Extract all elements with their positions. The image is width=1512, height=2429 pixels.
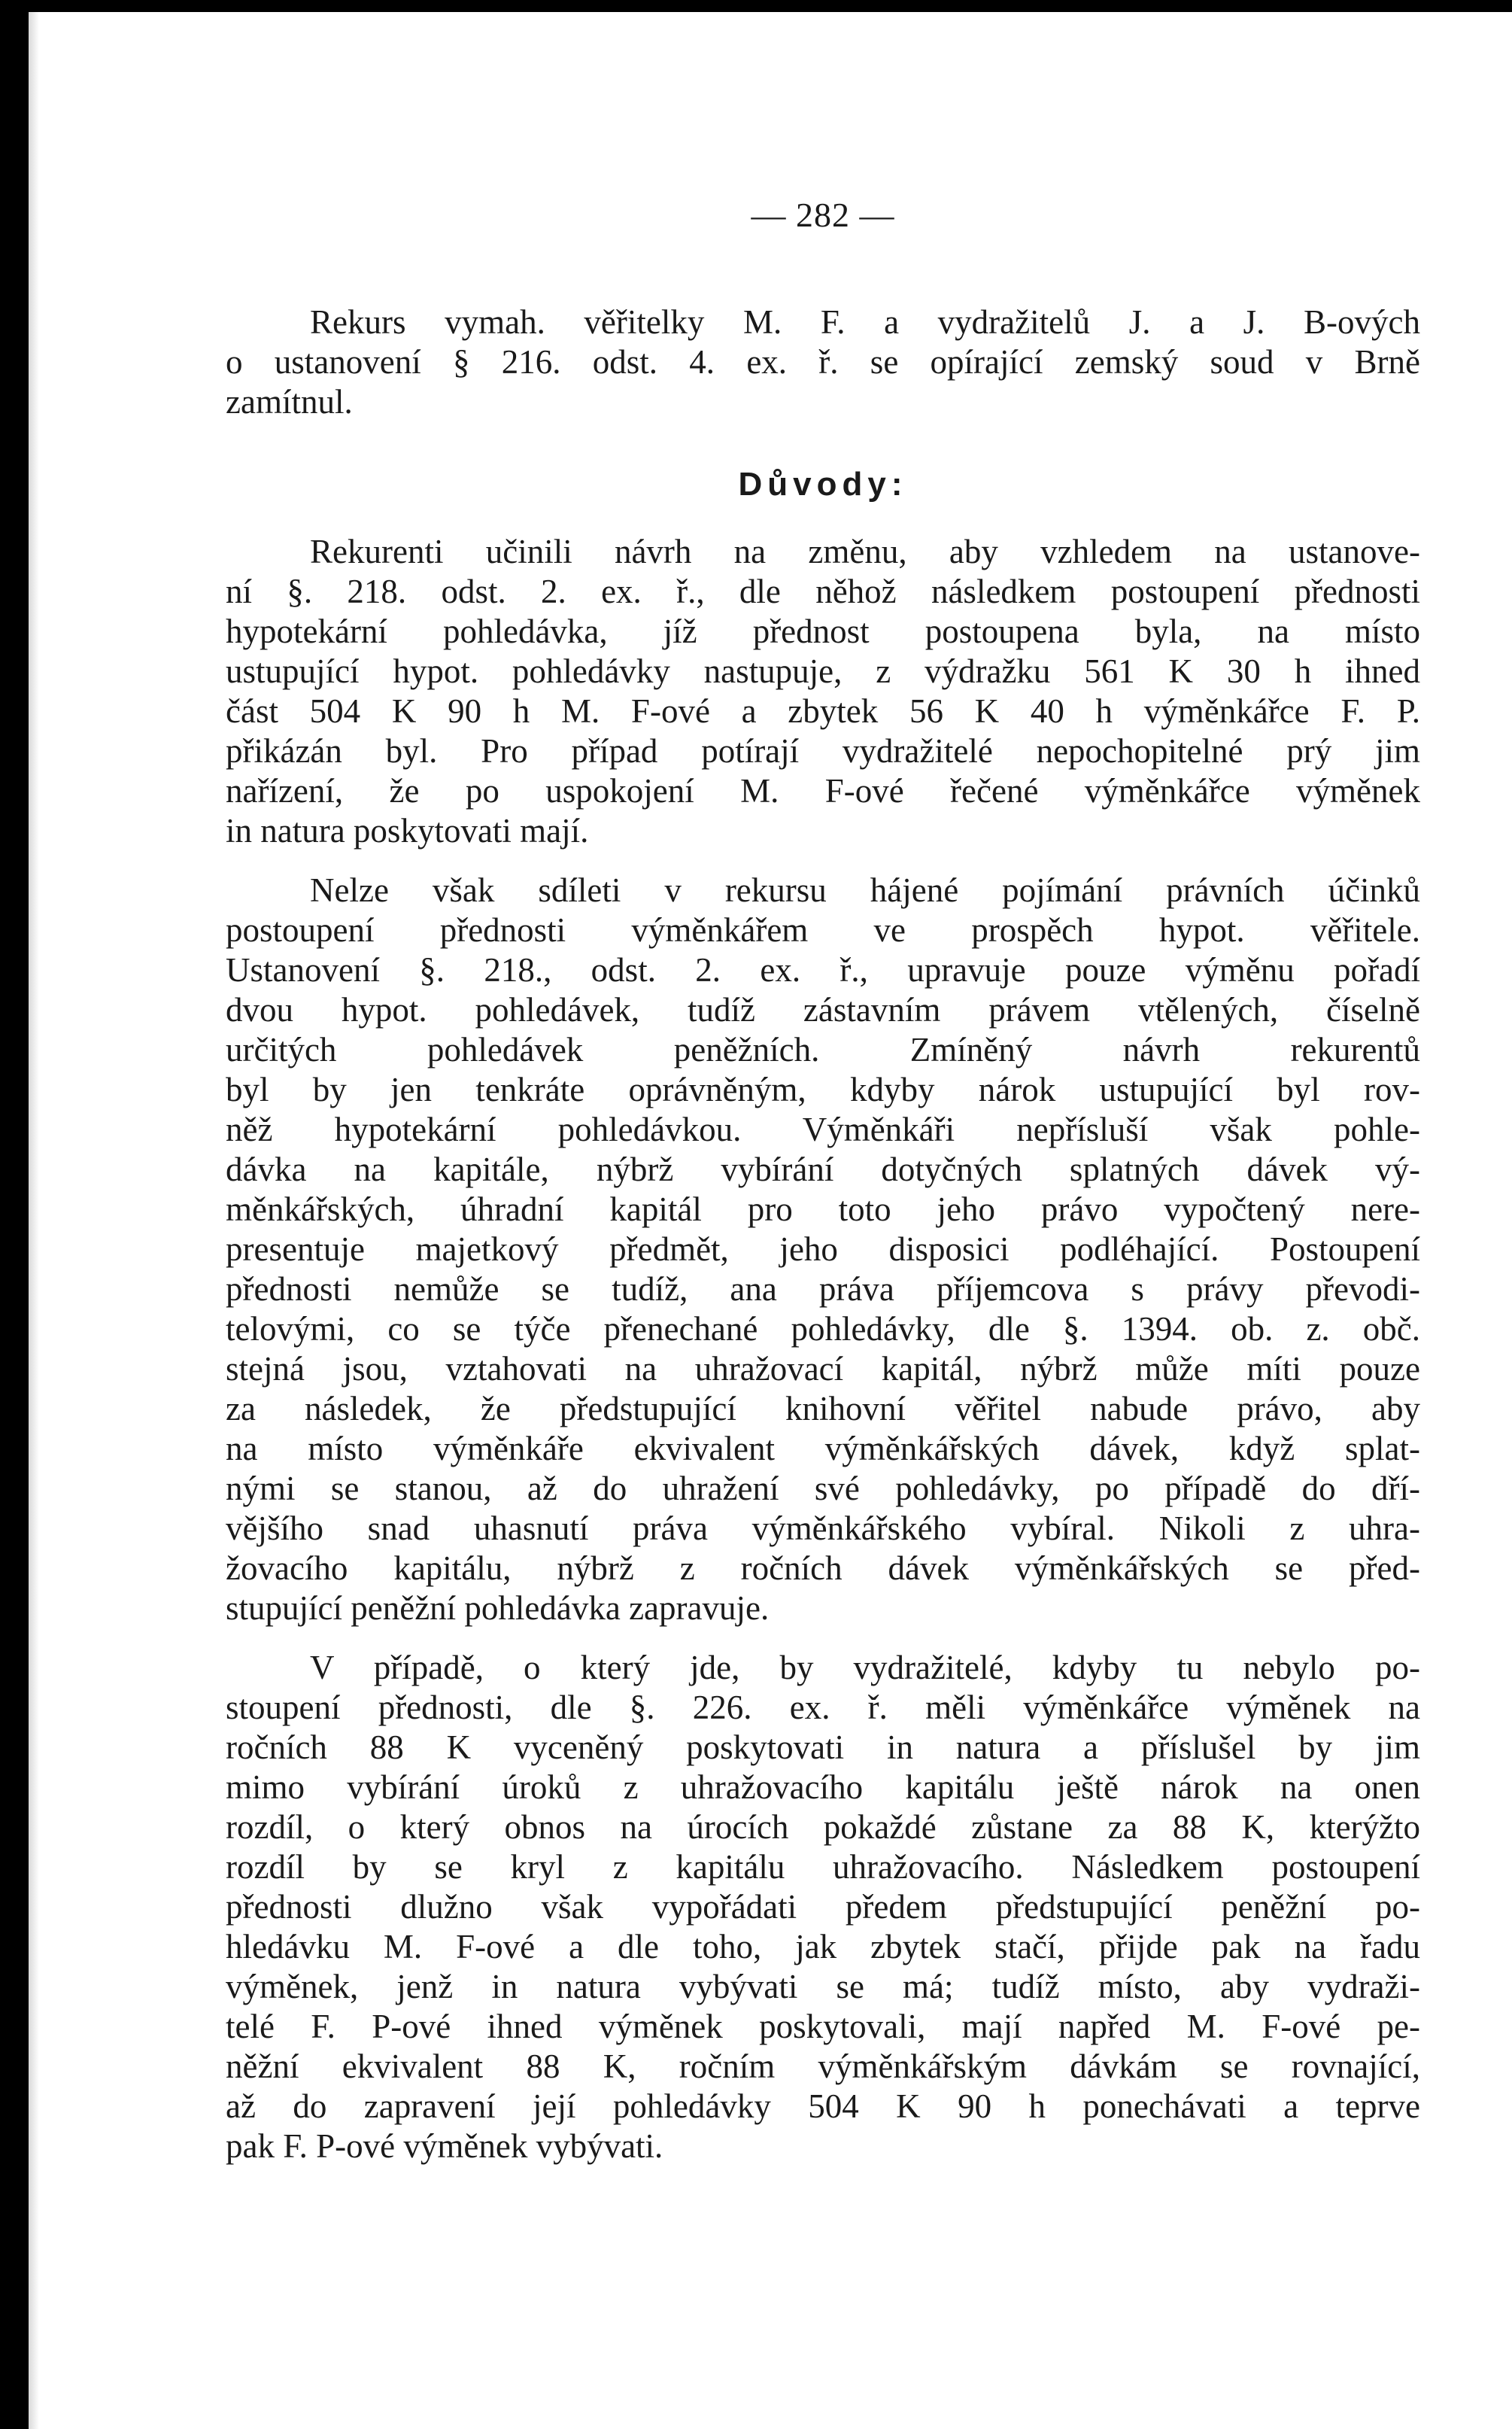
text-line: ní §. 218. odst. 2. ex. ř., dle něhož následkem postoupení přednosti	[226, 573, 1420, 610]
text-line: postoupení přednosti výměnkářem ve prospěch hypot. věřitele.	[226, 911, 1420, 949]
text-line: hypotekární pohledávka, jíž přednost postoupena byla, na místo	[226, 613, 1420, 650]
text-line: přednosti nemůže se tudíž, ana práva příjemcova s právy převodi-	[226, 1270, 1420, 1308]
section-heading: Důvody:	[738, 466, 908, 503]
text-line: nařízení, že po uspokojení M. F-ové řečené výměnkářce výměnek	[226, 772, 1420, 810]
text-line: byl by jen tenkráte oprávněným, kdyby nárok ustupující byl rov-	[226, 1071, 1420, 1108]
text-line: zamítnul.	[226, 383, 353, 421]
text-line: dávka na kapitále, nýbrž vybírání dotyčných splatných dávek vý-	[226, 1151, 1420, 1188]
text-line: stejná jsou, vztahovati na uhražovací kapitál, nýbrž může míti pouze	[226, 1350, 1420, 1388]
text-line: o ustanovení § 216. odst. 4. ex. ř. se opírající zemský soud v Brně	[226, 343, 1420, 381]
text-line: vějšího snad uhasnutí práva výměnkářského vybíral. Nikoli z uhra-	[226, 1509, 1420, 1547]
text-line: Rekurs vymah. věřitelky M. F. a vydražitelů J. a J. B-ových	[310, 303, 1420, 341]
text-line: stupující peněžní pohledávka zapravuje.	[226, 1589, 770, 1627]
text-line: V případě, o který jde, by vydražitelé, kdyby tu nebylo po-	[310, 1649, 1420, 1686]
text-line: ročních 88 K vyceněný poskytovati in natura a příslušel by jim	[226, 1728, 1420, 1766]
text-line: něž hypotekární pohledávkou. Výměnkáři nepřísluší však pohle-	[226, 1111, 1420, 1148]
text-line: až do zapravení její pohledávky 504 K 90 h ponechávati a teprve	[226, 2087, 1420, 2125]
text-line: na místo výměnkáře ekvivalent výměnkářských dávek, když splat-	[226, 1430, 1420, 1467]
text-line: nými se stanou, až do uhražení své pohledávky, po případě do dří-	[226, 1470, 1420, 1507]
text-line: výměnek, jenž in natura vybývati se má; tudíž místo, aby vydraži-	[226, 1968, 1420, 2005]
text-line: rozdíl by se kryl z kapitálu uhražovacího. Následkem postoupení	[226, 1848, 1420, 1886]
text-line: část 504 K 90 h M. F-ové a zbytek 56 K 40 h výměnkářce F. P.	[226, 692, 1420, 730]
text-line: presentuje majetkový předmět, jeho disposici podléhající. Postoupení	[226, 1230, 1420, 1268]
text-line: hledávku M. F-ové a dle toho, jak zbytek stačí, přijde pak na řadu	[226, 1928, 1420, 1965]
text-line: stoupení přednosti, dle §. 226. ex. ř. měli výměnkářce výměnek na	[226, 1689, 1420, 1726]
text-line: Nelze však sdíleti v rekursu hájené pojímání právních účinků	[310, 871, 1420, 909]
text-line: Ustanovení §. 218., odst. 2. ex. ř., upravuje pouze výměnu pořadí	[226, 951, 1420, 989]
document-page	[29, 12, 1512, 2429]
page-number: — 282 —	[751, 196, 895, 234]
text-line: in natura poskytovati mají.	[226, 812, 589, 850]
text-line: telovými, co se týče přenechané pohledávky, dle §. 1394. ob. z. obč.	[226, 1310, 1420, 1348]
text-line: rozdíl, o který obnos na úrocích pokaždé zůstane za 88 K, kterýžto	[226, 1808, 1420, 1846]
text-line: žovacího kapitálu, nýbrž z ročních dávek výměnkářských se před-	[226, 1549, 1420, 1587]
text-line: ustupující hypot. pohledávky nastupuje, z výdražku 561 K 30 h ihned	[226, 652, 1420, 690]
text-line: Rekurenti učinili návrh na změnu, aby vzhledem na ustanove-	[310, 533, 1420, 570]
text-line: přednosti dlužno však vypořádati předem předstupující peněžní po-	[226, 1888, 1420, 1926]
text-line: za následek, že předstupující knihovní věřitel nabude právo, aby	[226, 1390, 1420, 1427]
text-line: dvou hypot. pohledávek, tudíž zástavním právem vtělených, číselně	[226, 991, 1420, 1029]
text-line: určitých pohledávek peněžních. Zmíněný návrh rekurentů	[226, 1031, 1420, 1069]
text-line: pak F. P-ové výměnek vybývati.	[226, 2127, 663, 2165]
text-line: něžní ekvivalent 88 K, ročním výměnkářským dávkám se rovnající,	[226, 2047, 1420, 2085]
page-edge-shadow	[29, 12, 39, 2429]
text-line: mimo vybírání úroků z uhražovacího kapitálu ještě nárok na onen	[226, 1768, 1420, 1806]
text-line: přikázán byl. Pro případ potírají vydražitelé nepochopitelné prý jim	[226, 732, 1420, 770]
text-line: telé F. P-ové ihned výměnek poskytovali, mají napřed M. F-ové pe-	[226, 2008, 1420, 2045]
text-line: měnkářských, úhradní kapitál pro toto jeho právo vypočtený nere-	[226, 1190, 1420, 1228]
